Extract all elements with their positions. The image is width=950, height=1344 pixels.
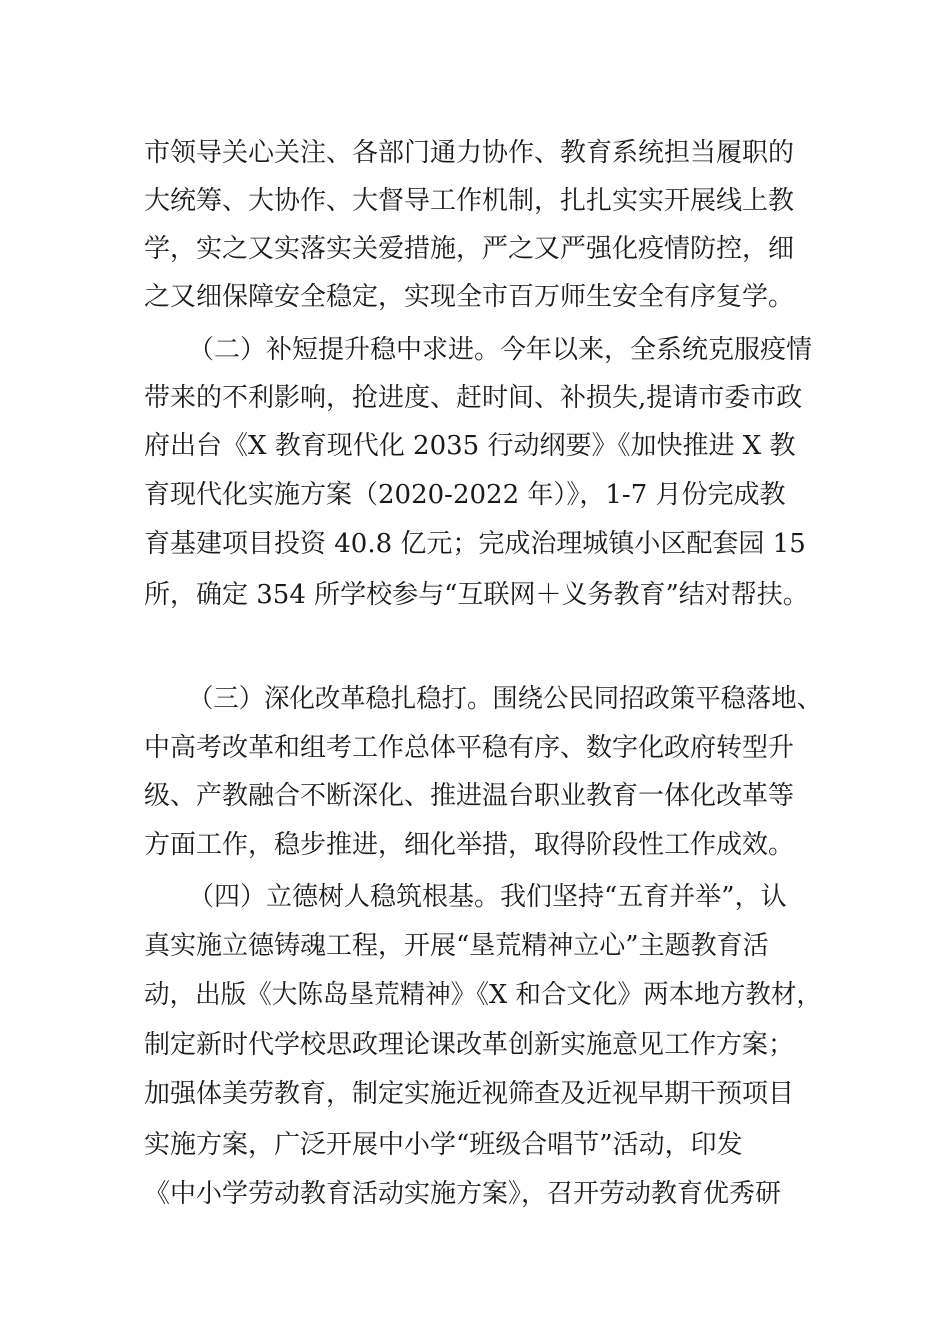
text-line	[0, 181, 950, 221]
text-line	[0, 1074, 950, 1114]
text-line	[0, 378, 950, 418]
text-line	[0, 877, 950, 917]
line-text: 真实施立德铸魂工程，开展“垦荒精神立心”主题教育活	[144, 931, 769, 961]
text-line	[0, 926, 950, 966]
line-text: 级、产教融合不断深化、推进温台职业教育一体化改革等	[144, 781, 795, 811]
line-text: （四）立德树人稳筑根基。我们坚持“五育并举”，认	[188, 882, 787, 912]
text-line	[0, 679, 950, 719]
text-line	[0, 133, 950, 173]
line-text: 《中小学劳动教育活动实施方案》，召开劳动教育优秀研	[144, 1179, 782, 1209]
line-text: （三）深化改革稳扎稳打。围绕公民同招政策平稳落地、	[188, 684, 823, 714]
line-text: 育现代化实施方案（2020-2022 年）》，1-7 月份完成教	[144, 480, 786, 510]
line-text: 方面工作，稳步推进，细化举措，取得阶段性工作成效。	[144, 830, 795, 860]
text-line	[0, 229, 950, 269]
line-text: 学，实之又实落实关爱措施，严之又严强化疫情防控，细	[144, 234, 795, 264]
text-line	[0, 1125, 950, 1165]
text-line	[0, 426, 950, 466]
line-text: 中高考改革和组考工作总体平稳有序、数字化政府转型升	[144, 733, 795, 763]
text-line	[0, 524, 950, 564]
text-line	[0, 728, 950, 768]
text-line	[0, 1025, 950, 1065]
line-text: （二）补短提升稳中求进。今年以来，全系统克服疫情	[188, 335, 813, 365]
line-text: 大统筹、大协作、大督导工作机制，扎扎实实开展线上教	[144, 186, 795, 216]
text-line	[0, 825, 950, 865]
text-line	[0, 277, 950, 317]
line-text: 带来的不利影响，抢进度、赶时间、补损失,提请市委市政	[144, 383, 803, 413]
text-line	[0, 330, 950, 370]
line-text: 制定新时代学校思政理论课改革创新实施意见工作方案；	[144, 1030, 795, 1060]
line-text: 市领导关心关注、各部门通力协作、教育系统担当履职的	[144, 138, 795, 168]
text-line	[0, 575, 950, 615]
line-text: 实施方案，广泛开展中小学“班级合唱节”活动，印发	[144, 1130, 743, 1160]
text-line	[0, 475, 950, 515]
line-text: 育基建项目投资 40.8 亿元；完成治理城镇小区配套园 15	[144, 529, 806, 559]
line-text: 府出台《X 教育现代化 2035 行动纲要》《加快推进 X 教	[144, 431, 796, 461]
line-text: 所，确定 354 所学校参与“互联网＋义务教育”结对帮扶。	[144, 580, 809, 610]
line-text: 之又细保障安全稳定，实现全市百万师生安全有序复学。	[144, 282, 795, 312]
text-line	[0, 1174, 950, 1214]
text-line	[0, 776, 950, 816]
line-text: 动，出版《大陈岛垦荒精神》《X 和合文化》两本地方教材，	[144, 980, 822, 1010]
line-text: 加强体美劳教育，制定实施近视筛查及近视早期干预项目	[144, 1079, 795, 1109]
text-line	[0, 975, 950, 1015]
